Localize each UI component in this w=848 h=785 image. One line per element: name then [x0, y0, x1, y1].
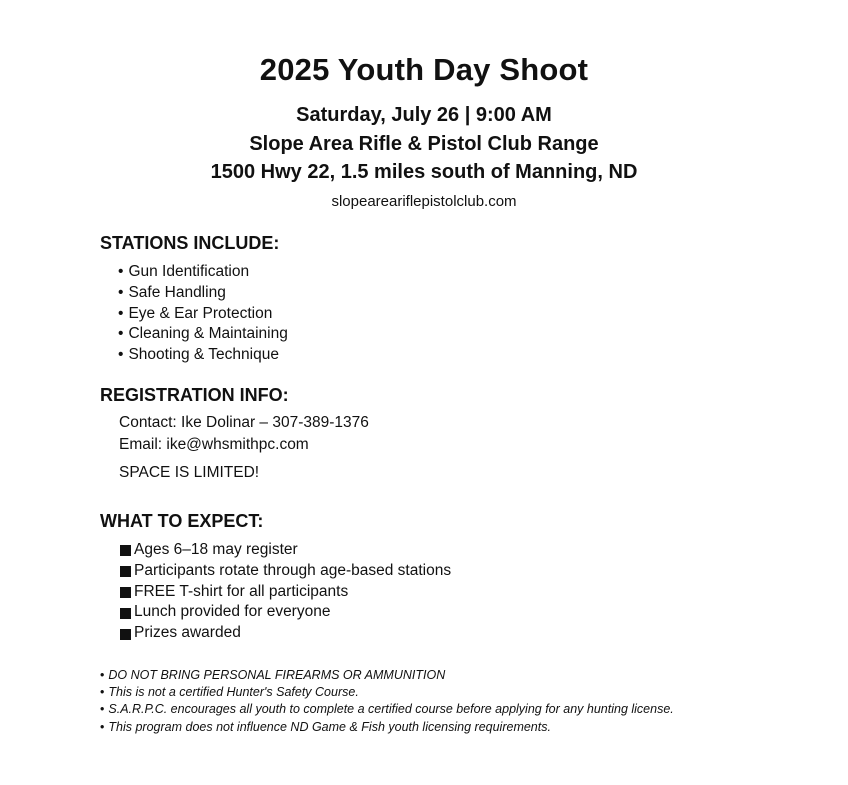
- disclaimer-note: • DO NOT BRING PERSONAL FIREARMS OR AMMUNITION: [100, 667, 674, 684]
- square-bullet-icon: [120, 629, 131, 640]
- disclaimer-note: • S.A.R.P.C. encourages all youth to complete a certified course before applying for any hunting license.: [100, 701, 674, 718]
- expect-item-text: Prizes awarded: [134, 624, 241, 642]
- expect-heading: WHAT TO EXPECT:: [100, 511, 264, 531]
- stations-heading: STATIONS INCLUDE:: [100, 233, 280, 253]
- square-bullet-icon: [120, 608, 131, 619]
- stations-list: [118, 262, 288, 366]
- station-item: • Gun Identification: [118, 262, 288, 283]
- registration-heading: REGISTRATION INFO:: [100, 385, 289, 405]
- expect-item: [120, 540, 451, 561]
- space-limited-note: SPACE IS LIMITED!: [119, 464, 260, 481]
- disclaimer-note: • This is not a certified Hunter's Safety Course.: [100, 684, 674, 701]
- station-item: • Eye & Ear Protection: [118, 304, 288, 325]
- expect-item-text: FREE T-shirt for all participants: [134, 582, 349, 600]
- station-item: • Shooting & Technique: [118, 345, 288, 366]
- expect-item-text: Participants rotate through age-based stations: [134, 561, 452, 579]
- event-address: 1500 Hwy 22, 1.5 miles south of Manning, ND: [210, 161, 638, 183]
- flyer-title: 2025 Youth Day Shoot: [259, 52, 589, 87]
- square-bullet-icon: [120, 545, 131, 556]
- expect-item: [120, 623, 451, 644]
- registration-contact: Contact: Ike Dolinar – 307-389-1376: [119, 414, 369, 431]
- expect-item: [120, 582, 451, 603]
- event-venue: Slope Area Rifle & Pistol Club Range: [249, 133, 599, 155]
- square-bullet-icon: [120, 566, 131, 577]
- expect-item-text: Lunch provided for everyone: [134, 603, 331, 621]
- expect-item: [120, 602, 451, 623]
- station-item: • Safe Handling: [118, 283, 288, 304]
- square-bullet-icon: [120, 587, 131, 598]
- registration-email[interactable]: Email: ike@whsmithpc.com: [119, 436, 309, 453]
- event-date-time: Saturday, July 26 | 9:00 AM: [296, 104, 552, 126]
- disclaimer-note: • This program does not influence ND Game & Fish youth licensing requirements.: [100, 719, 674, 736]
- expect-item: [120, 561, 451, 582]
- club-website-link[interactable]: slopeareariflepistolclub.com: [331, 193, 517, 210]
- expect-list: [120, 540, 451, 644]
- disclaimer-notes: [100, 667, 674, 736]
- expect-item-text: Ages 6–18 may register: [134, 541, 298, 558]
- station-item: • Cleaning & Maintaining: [118, 324, 288, 345]
